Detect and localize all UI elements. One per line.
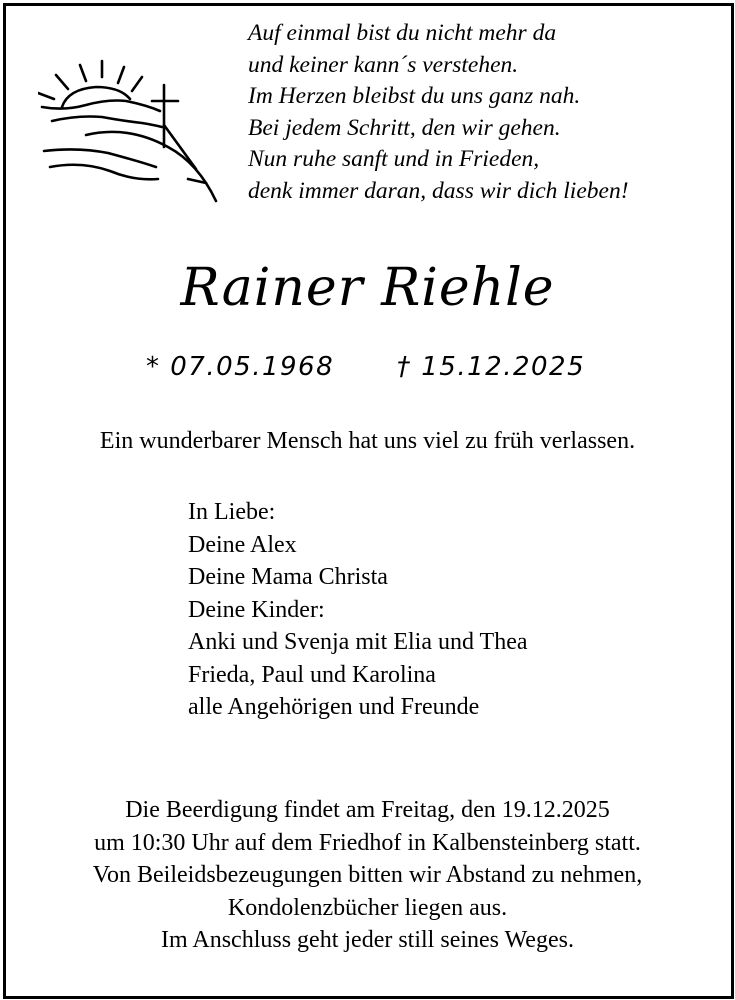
birth-date: * 07.05.1968 xyxy=(146,352,335,382)
funeral-line: Die Beerdigung findet am Freitag, den 19.12.2025 xyxy=(125,797,610,823)
poem-line: Auf einmal bist du nicht mehr da xyxy=(248,20,557,46)
funeral-line: Kondolenzbücher liegen aus. xyxy=(227,894,508,921)
funeral-info xyxy=(0,794,735,957)
funeral-line: Im Anschluss geht jeder still seines Weges. xyxy=(161,927,574,953)
death-date: † 15.12.2025 xyxy=(397,352,586,382)
mourner-line: In Liebe: xyxy=(188,499,276,525)
funeral-line: Von Beileidsbezeugungen bitten wir Abstand zu nehmen, xyxy=(92,862,643,888)
mourner-line: alle Angehörigen und Freunde xyxy=(188,694,480,720)
tagline: Ein wunderbarer Mensch hat uns viel zu früh verlassen. xyxy=(99,428,636,454)
sunrise-hills-cross-icon xyxy=(38,55,218,205)
mourner-line: Deine Mama Christa xyxy=(188,564,388,590)
poem xyxy=(248,18,718,208)
poem-line: Nun ruhe sanft und in Frieden, xyxy=(248,146,540,173)
funeral-line: um 10:30 Uhr auf dem Friedhof in Kalbensteinberg statt. xyxy=(94,829,641,856)
poem-line: Bei jedem Schritt, den wir gehen. xyxy=(248,114,561,141)
mourner-line: Deine Alex xyxy=(188,531,297,558)
poem-line: und keiner kann´s verstehen. xyxy=(248,51,519,78)
mourner-line: Frieda, Paul und Karolina xyxy=(188,661,436,688)
poem-line: denk immer daran, dass wir dich lieben! xyxy=(248,177,629,204)
deceased-name: Rainer Riehle xyxy=(180,258,555,318)
mourner-line: Deine Kinder: xyxy=(188,596,325,623)
mourner-line: Anki und Svenja mit Elia und Thea xyxy=(188,629,528,655)
poem-line: Im Herzen bleibst du uns ganz nah. xyxy=(248,83,581,110)
mourners-list xyxy=(188,496,528,724)
